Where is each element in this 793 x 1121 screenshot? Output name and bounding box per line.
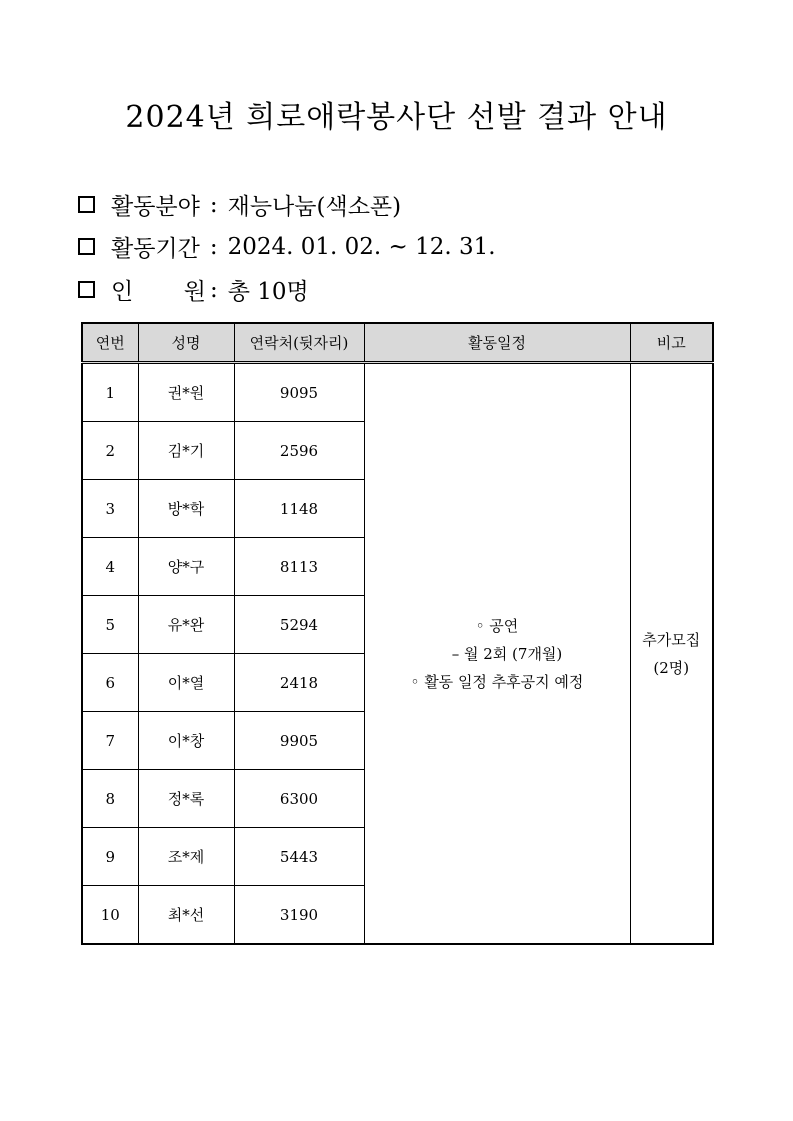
checkbox-square-icon xyxy=(78,238,95,255)
header-note: 비고 xyxy=(630,323,713,363)
cell-no: 9 xyxy=(82,828,138,886)
cell-no: 7 xyxy=(82,712,138,770)
cell-name: 이*열 xyxy=(138,654,234,712)
checkbox-square-icon xyxy=(78,196,95,213)
cell-phone: 2418 xyxy=(234,654,364,712)
header-name: 성명 xyxy=(138,323,234,363)
cell-phone: 5443 xyxy=(234,828,364,886)
cell-name: 이*창 xyxy=(138,712,234,770)
cell-phone: 9905 xyxy=(234,712,364,770)
cell-no: 6 xyxy=(82,654,138,712)
note-line-2: (2명) xyxy=(653,658,690,677)
table-row xyxy=(82,363,713,422)
cell-phone: 9095 xyxy=(234,363,364,422)
cell-no: 2 xyxy=(82,422,138,480)
info-people xyxy=(78,273,309,306)
cell-no: 10 xyxy=(82,886,138,945)
cell-no: 8 xyxy=(82,770,138,828)
cell-phone: 3190 xyxy=(234,886,364,945)
cell-no: 3 xyxy=(82,480,138,538)
header-no: 연번 xyxy=(82,323,138,363)
schedule-line-3: ◦ 활동 일정 추후공지 예정 xyxy=(410,672,584,691)
colon: : xyxy=(209,233,218,260)
table-header-row xyxy=(82,323,713,363)
people-value: 총 10명 xyxy=(227,279,309,305)
cell-phone: 2596 xyxy=(234,422,364,480)
cell-name: 방*학 xyxy=(138,480,234,538)
schedule-line-2: – 월 2회 (7개월) xyxy=(451,644,563,663)
info-period xyxy=(78,230,496,263)
checkbox-square-icon xyxy=(78,281,95,298)
header-phone: 연락처(뒷자리) xyxy=(234,323,364,363)
cell-name: 정*록 xyxy=(138,770,234,828)
info-field xyxy=(78,188,401,221)
colon: : xyxy=(210,276,218,303)
cell-phone: 6300 xyxy=(234,770,364,828)
cell-name: 김*기 xyxy=(138,422,234,480)
people-label-part2: 원 xyxy=(183,279,206,305)
colon: : xyxy=(209,191,218,218)
cell-name: 권*원 xyxy=(138,363,234,422)
people-label-part1: 인 xyxy=(111,279,134,305)
cell-no: 4 xyxy=(82,538,138,596)
note-cell xyxy=(630,363,713,945)
cell-name: 조*제 xyxy=(138,828,234,886)
cell-no: 5 xyxy=(82,596,138,654)
header-schedule: 활동일정 xyxy=(364,323,630,363)
note-line-1: 추가모집 xyxy=(642,630,701,649)
cell-phone: 8113 xyxy=(234,538,364,596)
cell-name: 유*완 xyxy=(138,596,234,654)
people-label xyxy=(111,273,206,306)
cell-name: 최*선 xyxy=(138,886,234,945)
field-label: 활동분야 xyxy=(111,194,200,220)
field-value: 재능나눔(색소폰) xyxy=(227,194,402,220)
schedule-line-1: ◦ 공연 xyxy=(475,616,519,635)
cell-phone: 1148 xyxy=(234,480,364,538)
cell-phone: 5294 xyxy=(234,596,364,654)
period-value: 2024. 01. 02. ~ 12. 31. xyxy=(227,233,496,260)
page-title: 2024년 희로애락봉사단 선발 결과 안내 xyxy=(125,100,668,135)
schedule-cell xyxy=(364,363,630,945)
cell-name: 양*구 xyxy=(138,538,234,596)
cell-no: 1 xyxy=(82,363,138,422)
roster-table xyxy=(81,322,714,945)
period-label: 활동기간 xyxy=(111,236,200,262)
